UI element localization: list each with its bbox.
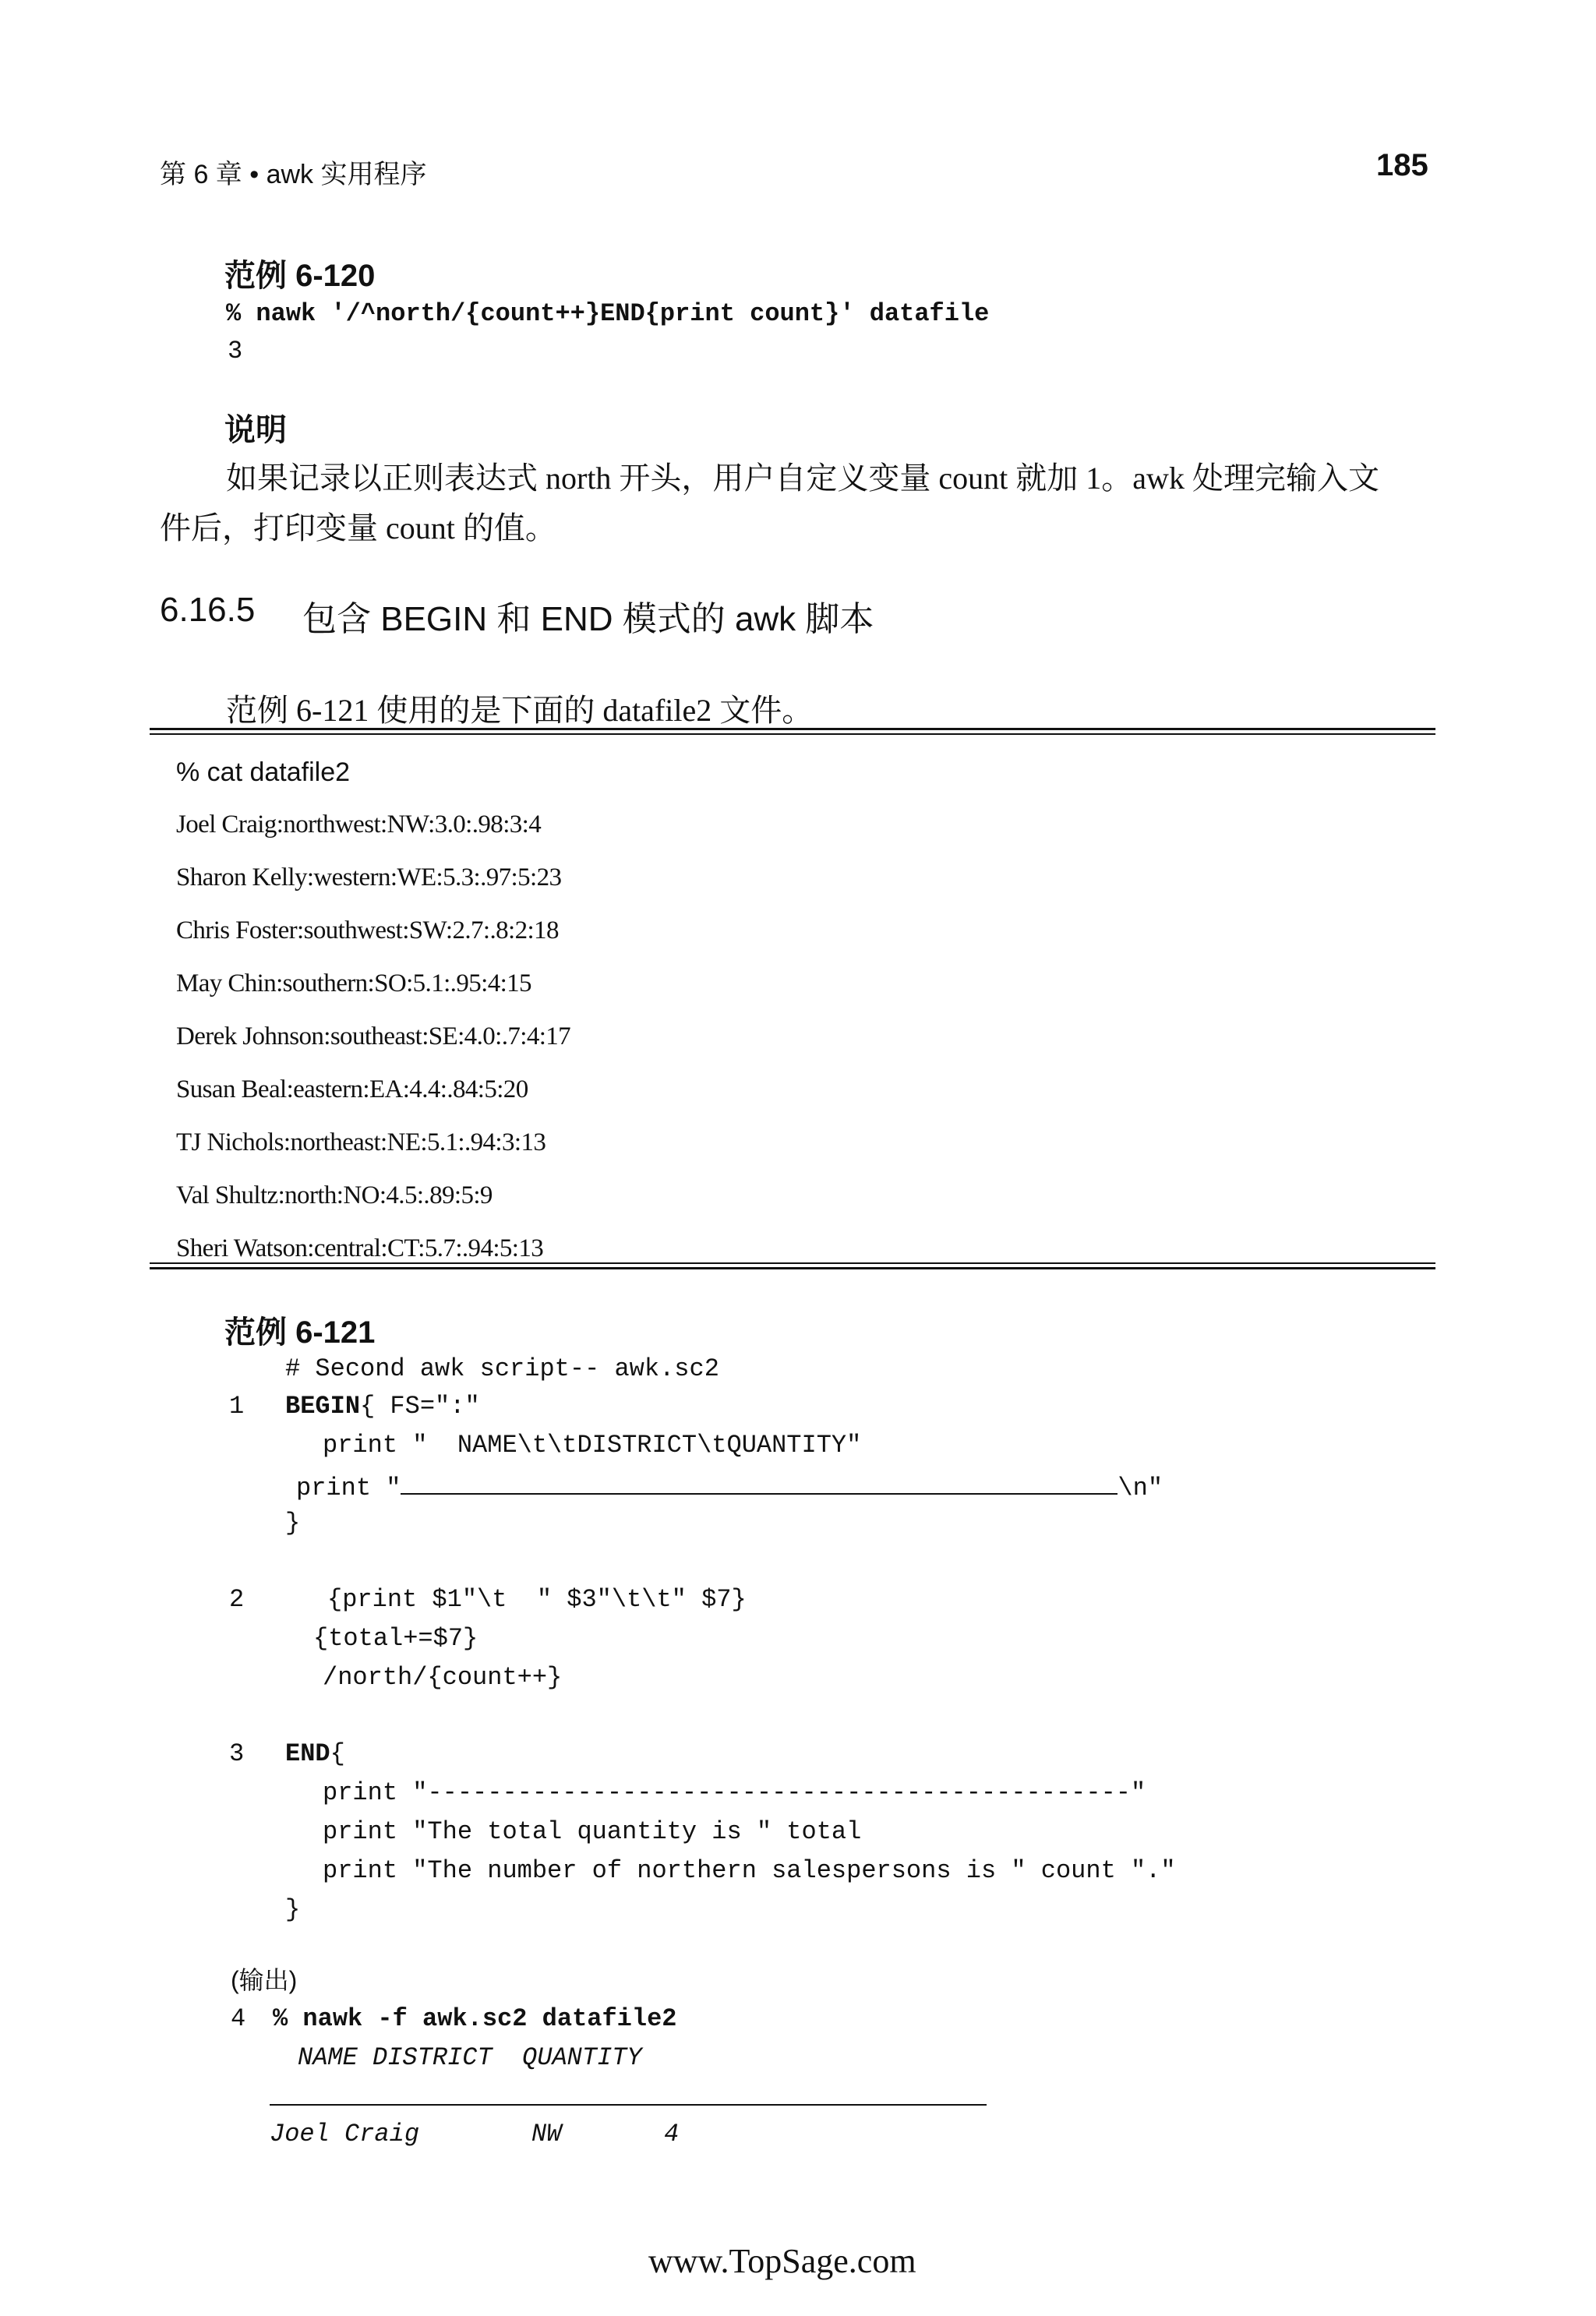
page-number: 185	[1376, 148, 1428, 182]
output-row-district: NW	[531, 2120, 562, 2148]
datafile-row: Sheri Watson:central:CT:5.7:.94:5:13	[176, 1234, 544, 1262]
end-rest: {	[330, 1739, 345, 1768]
section-number: 6.16.5	[160, 591, 256, 629]
explanation-line-2: 件后，打印变量 count 的值。	[160, 510, 556, 545]
intro-text: 范例 6-121 使用的是下面的 datafile2 文件。	[226, 693, 814, 728]
underline-slot	[401, 1470, 1118, 1495]
example-120-output: 3	[228, 337, 243, 365]
main-action-2: {total+=$7}	[313, 1624, 478, 1653]
datafile-row: Sharon Kelly:western:WE:5.3:.97:5:23	[176, 863, 562, 891]
explanation-line-1: 如果记录以正则表达式 north 开头，用户自定义变量 count 就加 1。awk 处理完输入文	[226, 461, 1379, 496]
output-command: % nawk -f awk.sc2 datafile2	[273, 2004, 677, 2033]
begin-keyword: BEGIN	[285, 1392, 361, 1421]
end-keyword: END	[285, 1739, 330, 1768]
footer-url: www.TopSage.com	[648, 2242, 916, 2280]
print-underline-end: \n"	[1118, 1474, 1163, 1502]
top-rule	[150, 728, 1435, 730]
line-number-3: 3	[229, 1739, 245, 1768]
end-close-brace: }	[285, 1895, 301, 1924]
chapter-header: 第 6 章 • awk 实用程序	[160, 160, 427, 189]
example-title-120: 范例 6-120	[224, 259, 376, 293]
end-print-2: print "The total quantity is " total	[323, 1817, 862, 1846]
top-rule-inner	[150, 733, 1435, 735]
output-columns: NAME DISTRICT QUANTITY	[298, 2043, 642, 2072]
cat-command: % cat datafile2	[176, 757, 351, 787]
print-header-line: print " NAME\t\tDISTRICT\tQUANTITY"	[323, 1431, 862, 1460]
datafile-row: Joel Craig:northwest:NW:3.0:.98:3:4	[176, 810, 542, 838]
begin-close-brace: }	[285, 1509, 301, 1538]
line-number-2: 2	[229, 1585, 245, 1614]
end-print-3: print "The number of northern salespersons is " count "."	[323, 1856, 1176, 1885]
begin-rest: { FS=":"	[360, 1392, 480, 1421]
output-row-qty: 4	[664, 2120, 680, 2148]
section-title: 包含 BEGIN 和 END 模式的 awk 脚本	[302, 600, 874, 638]
main-action-3: /north/{count++}	[323, 1663, 563, 1692]
line-number-1: 1	[229, 1392, 245, 1421]
script-comment: # Second awk script-- awk.sc2	[285, 1354, 719, 1383]
output-label: (输出)	[231, 1966, 298, 1994]
main-action-1: {print $1"\t " $3"\t\t" $7}	[327, 1585, 747, 1614]
bottom-rule	[150, 1267, 1435, 1269]
explanation-heading: 说明	[224, 413, 287, 447]
datafile-row: TJ Nichols:northeast:NE:5.1:.94:3:13	[176, 1128, 546, 1156]
bottom-rule-inner	[150, 1262, 1435, 1264]
datafile-row: Derek Johnson:southeast:SE:4.0:.7:4:17	[176, 1022, 571, 1050]
begin-line	[285, 1392, 480, 1421]
print-underline-line	[296, 1470, 1163, 1502]
output-row-name: Joel Craig	[270, 2120, 420, 2148]
end-line	[285, 1739, 345, 1768]
output-rule	[270, 2104, 987, 2106]
example-title-121: 范例 6-121	[224, 1315, 376, 1350]
datafile-row: Chris Foster:southwest:SW:2.7:.8:2:18	[176, 916, 559, 944]
datafile-row: May Chin:southern:SO:5.1:.95:4:15	[176, 969, 531, 997]
datafile-row: Susan Beal:eastern:EA:4.4:.84:5:20	[176, 1075, 528, 1103]
end-print-1: print "-----------------------------------------------"	[323, 1778, 1146, 1807]
datafile-row: Val Shultz:north:NO:4.5:.89:5:9	[176, 1181, 493, 1209]
line-number-4: 4	[231, 2004, 246, 2033]
example-120-command: % nawk '/^north/{count++}END{print count}' datafile	[226, 299, 990, 328]
print-underline-start: print "	[296, 1474, 401, 1502]
